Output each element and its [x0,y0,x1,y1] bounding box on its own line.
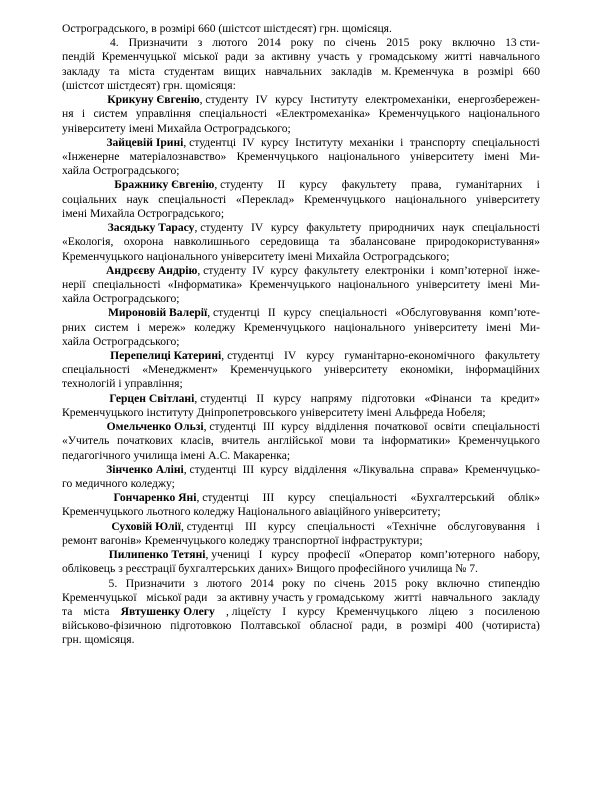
document-word: III [242,462,255,476]
document-line [62,178,540,192]
document-word: вчитель [221,434,260,448]
document-word: університету [416,277,481,291]
document-word: ліцею [428,604,458,618]
document-line [62,22,540,36]
document-word: Кременчуцького [378,107,461,121]
document-line [62,491,540,505]
document-word: закладу [502,590,540,604]
document-word: енергозбережен- [457,93,540,107]
document-word: курсу [281,420,310,434]
document-word: систем [93,107,128,121]
document-line [62,278,540,292]
document-line [62,534,540,548]
document-word: матеріалознавство» [129,149,227,163]
document-word: «Бухгалтерський [410,491,495,505]
document-word: січень [334,576,366,590]
document-word: імені [486,320,512,334]
document-word: спеціальності [158,192,227,206]
document-word: початкової [374,420,428,434]
document-line [62,605,540,619]
document-word: «Переклад» [235,192,295,206]
document-text: технологій і управління; [62,377,183,391]
document-word: Інституту [310,93,359,107]
document-word: факультету [485,349,540,363]
document-word: розмірі [410,619,447,633]
document-line [62,633,540,647]
document-word: національного [337,277,410,291]
document-line [62,392,540,406]
document-word: Кременчуцького [458,434,540,448]
document-word: імені [487,277,513,291]
document-word: механіки [349,135,394,149]
document-word: коледжу [194,320,236,334]
document-word: Полтавської [240,619,301,633]
document-word: «Фінанси [424,391,472,405]
document-word: та [109,64,120,78]
document-word: міста [128,64,155,78]
recipient-name: Андрєєву Андрію, студенту [105,263,247,277]
document-word: міської ради [146,590,208,604]
document-word: закладів [331,64,372,78]
recipient-name: Пилипенко Тетяні, учениці [108,548,250,562]
document-word: та [480,391,492,405]
document-word: відділення [294,462,347,476]
document-word: спеціальності [62,363,130,377]
document-line [62,463,540,477]
document-word: курсу [275,93,303,107]
document-line [62,193,540,207]
document-word: обслуговування [447,519,526,533]
document-word: Кременчуцької [62,590,137,604]
document-word: набору, [503,548,540,562]
document-word: міста [83,604,110,618]
document-word: з [469,604,474,618]
document-line [62,577,540,591]
document-word: спеціальності [319,306,388,320]
document-line [62,292,540,306]
document-word: спеціальності [199,107,268,121]
document-word: по [323,36,336,50]
document-word: навчальних [265,64,322,78]
document-word: курсу [260,462,289,476]
document-word: «Екологія, [62,235,114,249]
document-word: IV [242,135,255,149]
document-word: курсу [283,306,312,320]
document-word: Кременчуцького [249,277,331,291]
paragraph-indent [62,264,100,278]
document-word: природничих [368,221,435,235]
document-word: класів, [180,434,214,448]
document-word: посиленою [484,604,540,618]
paragraph-indent [62,420,100,434]
document-word: та [329,235,340,249]
document-word: 2015 [386,36,410,50]
document-word: Кременчуцького [230,363,312,377]
document-word: національного [333,320,406,334]
document-word: ради [224,50,248,64]
document-line [62,377,540,391]
document-word: Кременчуцького [236,149,319,163]
document-line [62,306,540,320]
document-word: по [313,576,326,590]
paragraph-indent [62,491,100,505]
document-text: хайла Остроградського; [62,164,180,178]
document-line [62,150,540,164]
document-word: за [254,50,265,64]
document-word: напряму [310,391,353,405]
document-word: електромеханіки, [365,93,451,107]
document-word: електроніки [365,263,425,277]
document-word: пендій [62,50,95,64]
paragraph-indent [62,577,100,591]
document-word: нерії [62,277,86,291]
document-word: національного [468,107,540,121]
document-word: початкових [117,434,173,448]
document-word: міської [183,50,219,64]
document-line [62,548,540,562]
document-word: і [81,107,86,121]
document-word: включно [452,36,496,50]
document-word: IV [284,349,297,363]
document-word: курсу [267,519,296,533]
document-word: курсу [297,604,326,618]
document-word: підготовкою [170,619,232,633]
document-line [62,321,540,335]
document-word: IV [255,93,268,107]
document-word: курсу [306,349,335,363]
document-word: професії [307,548,351,562]
document-text: Остроградського, в розмірі 660 (шістсот шістдесят) грн. щомісяця. [62,22,392,35]
document-word: відділення [315,420,369,434]
document-text: імені Михайла Остроградського; [62,206,225,220]
document-line [62,619,540,633]
document-text: Кременчуцького льотного коледжу Національного авіаційного університету; [62,505,441,519]
document-word: курсу [260,135,289,149]
document-word: факультету [304,263,360,277]
document-word: інже- [513,263,540,277]
document-word: спеціальності [471,135,540,149]
document-text: ремонт вагонів» Кременчуцького коледжу транспортної інфраструктури; [62,533,423,547]
document-word: і [400,135,404,149]
document-word: року [405,576,429,590]
document-word: житті [394,590,422,604]
recipient-name: Герцен Світлані, студентці [109,391,247,405]
document-word: II [256,391,265,405]
paragraph-indent [62,36,100,50]
document-text: грн. щомісяця. [62,633,135,647]
document-word: гуманітарних [455,178,523,192]
document-text: (шістсот шістдесят) грн. щомісяця: [62,78,236,92]
document-word: курсу [270,221,299,235]
document-word: розмірі [477,64,514,78]
document-word: 400 [455,619,473,633]
document-word: «Менеджмент» [142,363,218,377]
document-word: природокористування» [426,235,540,249]
paragraph-indent [62,548,100,562]
document-text-body [62,22,540,648]
recipient-name: Гончаренко Яні, студентці [113,491,250,505]
document-word: «Оператор [358,548,412,562]
paragraph-indent [62,392,100,406]
document-word: ради, [361,619,388,633]
document-word: I [282,604,287,618]
document-word: наук [442,221,465,235]
document-word: м. Кременчука [381,64,454,78]
document-word: курсу [287,491,316,505]
document-line [62,434,540,448]
document-word: інформаційних [465,363,540,377]
document-line [62,164,540,178]
document-word: з [193,576,199,590]
document-word: 13 сти- [505,36,540,50]
document-word: спеціальності [329,491,398,505]
document-word: справа» [420,462,459,476]
document-word: транспорту [409,135,466,149]
document-word: року [290,36,314,50]
document-word: «Учитель [62,434,110,448]
recipient-name: Зайцевій Ірині, студентці [106,135,237,149]
document-word: року [282,576,306,590]
document-line [62,221,540,235]
document-word: кредит» [500,391,540,405]
document-word: військово-фізичною [62,619,162,633]
document-word: 5. [108,576,118,590]
paragraph-indent [62,463,100,477]
document-word: комп’ютерного [420,548,496,562]
paragraph-indent [62,136,100,150]
recipient-name: Мироновій Валерії, студентці [107,306,260,320]
document-word: III [262,491,275,505]
document-line [62,65,540,79]
document-word: Ми- [519,149,540,163]
document-word: англійської [267,434,323,448]
document-word: середовища [260,235,319,249]
document-word: січень [345,36,377,50]
document-word: «Лікувальна [352,462,414,476]
document-word: і [536,178,540,192]
document-word: Кременчуцького [303,192,386,206]
document-line [62,250,540,264]
document-word: «Електромеханіка» [275,107,371,121]
recipient-name: Засядьку Тарасу, студенту [107,221,244,235]
document-word: і [536,519,540,533]
document-word: навчального [479,50,540,64]
document-word: стипендію [488,576,540,590]
document-line [62,520,540,534]
document-line [62,420,540,434]
document-word: спеціальності [471,420,540,434]
document-line [62,562,540,576]
document-line [62,591,540,605]
document-word: облік» [508,491,540,505]
document-word: університету [323,363,388,377]
document-word: курсу [273,391,302,405]
document-word: включно [436,576,480,590]
document-word: Ми- [519,277,540,291]
document-word: імені [484,149,510,163]
document-word: II [267,306,276,320]
recipient-name: Крикуну Євгенію, студенту [107,93,249,107]
document-word: мови [330,434,356,448]
paragraph-indent [62,306,100,320]
document-word: Кременчуцького [336,604,418,618]
document-word: рних [62,320,87,334]
document-word: Явтушенку Олегу [120,604,215,618]
document-word: закладу [62,64,100,78]
recipient-name: Зінченко Аліні, студентці [106,462,237,476]
document-word: та [363,434,374,448]
document-word: спеціальності [471,221,540,235]
paragraph-indent [62,93,100,107]
document-line [62,406,540,420]
paragraph-indent [62,349,100,363]
document-line [62,36,540,50]
document-word: 2014 [257,36,281,50]
document-word: університету [410,149,474,163]
document-word: 2015 [373,576,397,590]
document-word: в [463,64,469,78]
document-line [62,136,540,150]
document-word: освіти [434,420,466,434]
document-word: навколишнього [173,235,250,249]
document-text: го медичного коледжу; [62,477,175,490]
document-word: за активну участь у громадському [217,590,385,604]
document-word: і [136,320,141,334]
document-word: лютого [212,36,248,50]
document-word: «Інженерне [62,149,120,163]
document-word: (чотириста) [481,619,540,633]
document-word: факультету [306,221,362,235]
document-word: «Обслуговування [395,306,482,320]
document-word: активну [271,50,311,64]
document-word: економіки, [400,363,454,377]
document-word: інформатики» [381,434,451,448]
document-text: Кременчуцького національного університету імені Михайла Остроградського; [62,249,450,263]
paragraph-indent [62,221,100,235]
document-line [62,349,540,363]
document-word: Призначити [128,36,188,50]
document-word: мереж» [148,320,186,334]
document-word: Інституту [295,135,344,149]
document-line [62,449,540,463]
document-word: університету [476,192,540,206]
document-word: Призначити [125,576,185,590]
document-line [62,93,540,107]
document-word: , ліцеїсту [225,604,272,618]
document-word: IV [250,221,264,235]
paragraph-indent [62,520,100,534]
document-line [62,235,540,249]
document-word: Кременчуцького [243,320,326,334]
document-word: права, [410,178,442,192]
document-word: 4. [109,36,119,50]
recipient-name: Суховій Юлії, студентці [111,519,234,533]
document-line [62,79,540,93]
document-text: Кременчуцького інституту Дніпропетровського університету імені Альфреда Нобеля; [62,405,486,419]
document-line [62,107,540,121]
document-word: студентам [164,64,215,78]
document-text: університету імені Михайла Остроградського; [62,121,291,135]
document-word: комп’ютерної [439,263,508,277]
document-line [62,50,540,64]
document-word: національного [395,192,467,206]
paragraph-indent [62,178,100,192]
document-word: та [62,604,73,618]
document-word: в [396,619,402,633]
document-word: року [419,36,443,50]
document-word: охорона [123,235,164,249]
document-word: «Технічне [386,519,437,533]
recipient-name: Перепелиці Катерині, студентці [110,349,274,363]
document-word: збалансоване [350,235,416,249]
document-word: комп’юте- [489,306,540,320]
document-word: Ми- [519,320,540,334]
document-word: I [258,548,263,562]
document-word: III [262,420,275,434]
document-word: лютого [206,576,242,590]
document-word: житті [444,50,473,64]
document-word: участь [317,50,350,64]
document-word: курсу [270,263,299,277]
document-word: громадському [369,50,438,64]
document-word: соціальних [62,192,117,206]
document-word: 660 [522,64,540,78]
document-word: університету [413,320,478,334]
document-text: хайла Остроградського; [62,292,180,306]
document-word: III [244,519,257,533]
document-word: гуманітарно-економічного [344,349,475,363]
document-word: IV [252,263,265,277]
document-word: систем [94,320,129,334]
document-word: спеціальності [307,519,376,533]
document-line [62,335,540,349]
document-text: педагогічного училища імені А.С. Макаренка; [62,448,291,462]
document-word: курсу [271,548,300,562]
document-line [62,505,540,519]
document-word: у [356,50,363,64]
document-word: вищих [223,64,256,78]
recipient-name: Омельченко Ользі, студентці [106,420,257,434]
document-word: Кременчуцько- [464,462,540,476]
document-word: II [277,178,286,192]
document-word: управління [135,107,191,121]
document-word: спеціальності [92,277,161,291]
document-line [62,122,540,136]
document-word: з [197,36,203,50]
document-word: обласної [309,619,353,633]
document-word: 2014 [250,576,274,590]
recipient-name: Бражнику Євгенію, студенту [114,178,264,192]
document-word: курсу [299,178,328,192]
document-word: підготовки [361,391,416,405]
document-word: «Інформатика» [167,277,243,291]
document-line [62,477,540,491]
document-line [62,363,540,377]
document-word: навчального [431,590,493,604]
document-text: хайла Остроградського; [62,334,180,348]
document-line [62,264,540,278]
document-word: і [430,263,434,277]
document-line [62,207,540,221]
document-word: національного [328,149,400,163]
document-word: ня [62,107,74,121]
document-word: наук [126,192,149,206]
document-text: обліковець з реєстрації бухгалтерських даних» Вищого професійного училища № 7. [62,562,478,576]
document-word: Кременчуцької [101,50,177,64]
document-word: факультету [341,178,397,192]
